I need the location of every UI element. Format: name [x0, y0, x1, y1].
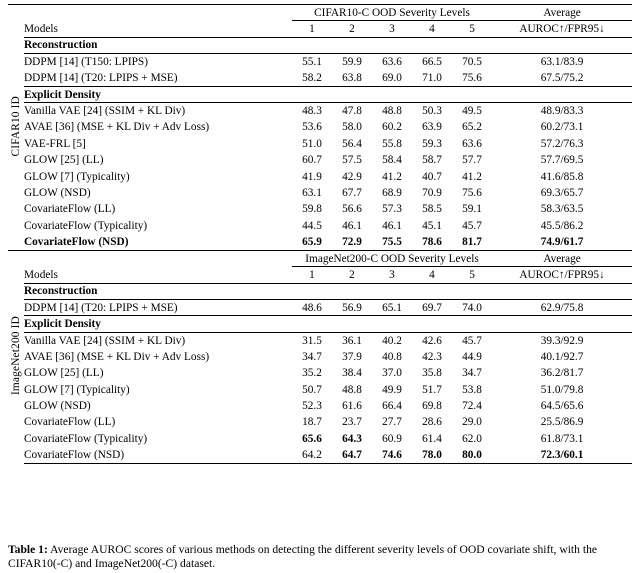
table-row — [8, 70, 632, 86]
severity-level-header-3: 3 — [389, 268, 395, 281]
severity-level-header-2: 2 — [349, 23, 355, 36]
table-row — [8, 136, 632, 152]
average-value: 39.3/92.9 — [492, 332, 632, 348]
table-row — [8, 185, 632, 201]
severity-value: 31.5 — [292, 332, 332, 348]
severity-value: 27.7 — [382, 416, 402, 429]
severity-value: 81.7 — [452, 234, 492, 250]
severity-value: 61.6 — [342, 400, 362, 413]
severity-value: 63.6 — [372, 54, 412, 70]
severity-value: 67.7 — [342, 186, 362, 199]
severity-value: 65.6 — [302, 432, 322, 445]
average-value: 74.9/61.7 — [492, 234, 632, 250]
dataset-id-label-text: CIFAR10 ID — [10, 95, 22, 157]
average-value: 51.0/79.8 — [540, 383, 584, 396]
severity-value: 38.4 — [342, 367, 362, 380]
severity-value: 41.2 — [462, 170, 482, 183]
severity-value: 55.1 — [292, 54, 332, 70]
severity-value: 70.9 — [422, 186, 442, 199]
severity-value: 64.2 — [292, 447, 332, 463]
severity-value: 60.2 — [382, 121, 402, 134]
table-row — [8, 168, 632, 184]
table-row — [8, 398, 632, 414]
severity-value: 59.9 — [332, 54, 372, 70]
severity-value: 57.5 — [342, 154, 362, 167]
severity-value: 40.7 — [422, 170, 442, 183]
severity-value: 74.0 — [452, 300, 492, 316]
table-row — [8, 5, 632, 21]
dataset-id-label-text: ImageNet200 ID — [10, 316, 22, 396]
severity-value: 42.3 — [422, 350, 442, 363]
method-name: DDPM [14] (T20: LPIPS + MSE) — [24, 300, 292, 316]
severity-value: 52.3 — [302, 400, 322, 413]
severity-value: 71.0 — [422, 72, 442, 84]
average-metric-header: AUROC↑/FPR95↓ — [519, 268, 605, 281]
severity-value: 23.7 — [342, 416, 362, 429]
severity-value: 66.4 — [382, 400, 402, 413]
severity-value: 69.7 — [412, 300, 452, 316]
severity-value: 68.9 — [382, 186, 402, 199]
table-row — [8, 21, 632, 37]
severity-value: 44.9 — [462, 350, 482, 363]
spacer-cell — [24, 5, 292, 21]
method-name: GLOW (NSD) — [24, 186, 91, 199]
average-group-header: Average — [492, 250, 632, 266]
table-row — [8, 332, 632, 348]
method-name: AVAE [36] (MSE + KL Div + Adv Loss) — [24, 121, 210, 134]
severity-value: 49.5 — [452, 103, 492, 119]
table-row — [8, 119, 632, 135]
severity-value: 46.1 — [342, 219, 362, 232]
severity-value: 58.2 — [302, 72, 322, 84]
method-name: GLOW [7] (Typicality) — [24, 170, 130, 183]
method-name: Vanilla VAE [24] (SSIM + KL Div) — [24, 332, 292, 348]
method-name: CovariateFlow (LL) — [24, 203, 116, 216]
severity-level-header-1: 1 — [309, 23, 315, 36]
severity-value: 45.7 — [462, 219, 482, 232]
severity-value: 50.7 — [302, 383, 322, 396]
severity-value: 45.1 — [422, 219, 442, 232]
severity-value: 51.7 — [422, 383, 442, 396]
severity-value: 69.0 — [382, 72, 402, 84]
severity-value: 66.5 — [412, 54, 452, 70]
severity-value: 48.6 — [292, 300, 332, 316]
table-row — [8, 447, 632, 463]
severity-value: 59.3 — [422, 137, 442, 150]
severity-level-header-5: 5 — [469, 268, 475, 281]
severity-value: 69.8 — [422, 400, 442, 413]
average-value: 57.7/69.5 — [540, 154, 584, 167]
average-value: 57.2/76.3 — [540, 137, 584, 150]
severity-value: 55.8 — [382, 137, 402, 150]
severity-value: 48.8 — [342, 383, 362, 396]
severity-value: 36.1 — [332, 332, 372, 348]
severity-value: 37.9 — [342, 350, 362, 363]
table-row — [8, 316, 632, 332]
severity-value: 58.0 — [342, 121, 362, 134]
table-row — [8, 250, 632, 266]
severity-value: 59.8 — [302, 203, 322, 216]
severity-value: 75.6 — [462, 72, 482, 84]
average-value: 64.5/65.6 — [540, 400, 584, 413]
table-row — [8, 283, 632, 299]
average-value: 58.3/63.5 — [540, 203, 584, 216]
severity-value: 42.6 — [412, 332, 452, 348]
severity-value: 41.9 — [302, 170, 322, 183]
severity-value: 44.5 — [302, 219, 322, 232]
severity-level-header-2: 2 — [349, 268, 355, 281]
method-name: DDPM [14] (T20: LPIPS + MSE) — [24, 72, 178, 84]
section-header-explicit-density: Explicit Density — [24, 86, 632, 102]
severity-value: 46.1 — [382, 219, 402, 232]
severity-value: 78.0 — [412, 447, 452, 463]
table-row — [8, 381, 632, 397]
severity-value: 64.7 — [332, 447, 372, 463]
method-name: VAE-FRL [5] — [24, 137, 86, 150]
severity-value: 59.1 — [462, 203, 482, 216]
severity-value: 53.8 — [462, 383, 482, 396]
severity-value: 63.1 — [302, 186, 322, 199]
method-name: GLOW [25] (LL) — [24, 154, 104, 167]
table-row — [8, 103, 632, 119]
severity-value: 72.4 — [462, 400, 482, 413]
method-name: CovariateFlow (NSD) — [24, 234, 292, 250]
method-name: CovariateFlow (NSD) — [24, 447, 292, 463]
table-row — [8, 431, 632, 447]
severity-value: 74.6 — [372, 447, 412, 463]
table-row — [8, 234, 632, 250]
severity-value: 48.8 — [372, 103, 412, 119]
severity-value: 72.9 — [332, 234, 372, 250]
models-column-header: Models — [24, 22, 58, 35]
table-row — [8, 201, 632, 217]
severity-value: 58.4 — [382, 154, 402, 167]
method-name: CovariateFlow (Typicality) — [24, 432, 148, 445]
severity-value: 65.9 — [292, 234, 332, 250]
severity-value: 58.7 — [422, 154, 442, 167]
table-row — [8, 300, 632, 316]
table-row — [8, 152, 632, 168]
severity-group-header: CIFAR10-C OOD Severity Levels — [292, 5, 492, 21]
severity-value: 56.6 — [342, 203, 362, 216]
severity-value: 56.9 — [332, 300, 372, 316]
method-name: GLOW [25] (LL) — [24, 367, 104, 380]
severity-value: 40.8 — [382, 350, 402, 363]
severity-value: 56.4 — [342, 137, 362, 150]
section-header-reconstruction: Reconstruction — [24, 283, 632, 299]
severity-value: 65.1 — [372, 300, 412, 316]
severity-value: 63.8 — [342, 72, 362, 84]
dataset-id-label — [8, 5, 24, 251]
average-value: 45.5/86.2 — [540, 219, 584, 232]
average-value: 25.5/86.9 — [540, 416, 584, 429]
table-row — [8, 414, 632, 430]
severity-value: 47.8 — [332, 103, 372, 119]
severity-value: 35.2 — [302, 367, 322, 380]
spacer-cell — [24, 250, 292, 266]
table-caption-label: Table 1: — [8, 542, 48, 556]
table-row — [8, 37, 632, 53]
method-name: CovariateFlow (Typicality) — [24, 219, 148, 232]
severity-level-header-4: 4 — [429, 268, 435, 281]
severity-value: 58.5 — [422, 203, 442, 216]
severity-value: 75.5 — [372, 234, 412, 250]
table-row — [8, 267, 632, 283]
table-row — [8, 54, 632, 70]
severity-value: 34.7 — [302, 350, 322, 363]
severity-value: 41.2 — [382, 170, 402, 183]
severity-value: 28.6 — [422, 416, 442, 429]
severity-value: 60.7 — [302, 154, 322, 167]
results-table — [8, 4, 632, 464]
table-row — [8, 86, 632, 102]
severity-value: 49.9 — [382, 383, 402, 396]
severity-value: 40.2 — [372, 332, 412, 348]
severity-level-header-4: 4 — [429, 23, 435, 36]
average-value: 63.1/83.9 — [492, 54, 632, 70]
severity-value: 48.3 — [292, 103, 332, 119]
average-value: 48.9/83.3 — [492, 103, 632, 119]
average-value: 62.9/75.8 — [492, 300, 632, 316]
section-header-reconstruction: Reconstruction — [24, 37, 632, 53]
severity-level-header-3: 3 — [389, 23, 395, 36]
severity-value: 60.9 — [382, 432, 402, 445]
average-value: 69.3/65.7 — [540, 186, 584, 199]
severity-value: 61.4 — [422, 432, 442, 445]
average-value: 41.6/85.8 — [540, 170, 584, 183]
average-value: 40.1/92.7 — [540, 350, 584, 363]
severity-value: 57.3 — [382, 203, 402, 216]
severity-value: 65.2 — [462, 121, 482, 134]
section-header-explicit-density: Explicit Density — [24, 316, 632, 332]
severity-value: 51.0 — [302, 137, 322, 150]
severity-value: 50.3 — [412, 103, 452, 119]
severity-value: 35.8 — [422, 367, 442, 380]
average-value: 72.3/60.1 — [492, 447, 632, 463]
average-value: 36.2/81.7 — [540, 367, 584, 380]
severity-value: 45.7 — [452, 332, 492, 348]
average-group-header: Average — [492, 5, 632, 21]
method-name: GLOW [7] (Typicality) — [24, 383, 130, 396]
models-column-header: Models — [24, 268, 58, 281]
severity-value: 57.7 — [462, 154, 482, 167]
severity-level-header-5: 5 — [469, 23, 475, 36]
average-value: 61.8/73.1 — [540, 432, 584, 445]
severity-value: 34.7 — [462, 367, 482, 380]
severity-value: 80.0 — [452, 447, 492, 463]
results-table-container — [8, 4, 632, 464]
severity-level-header-1: 1 — [309, 268, 315, 281]
severity-value: 29.0 — [462, 416, 482, 429]
severity-value: 53.6 — [302, 121, 322, 134]
table-row — [8, 218, 632, 234]
severity-value: 62.0 — [462, 432, 482, 445]
method-name: CovariateFlow (LL) — [24, 416, 116, 429]
method-name: AVAE [36] (MSE + KL Div + Adv Loss) — [24, 350, 210, 363]
severity-value: 37.0 — [382, 367, 402, 380]
severity-value: 42.9 — [342, 170, 362, 183]
average-value: 60.2/73.1 — [540, 121, 584, 134]
severity-value: 78.6 — [412, 234, 452, 250]
method-name: Vanilla VAE [24] (SSIM + KL Div) — [24, 103, 292, 119]
method-name: GLOW (NSD) — [24, 400, 91, 413]
severity-value: 64.3 — [342, 432, 362, 445]
severity-group-header: ImageNet200-C OOD Severity Levels — [292, 250, 492, 266]
average-value: 67.5/75.2 — [540, 72, 584, 84]
table-row — [8, 365, 632, 381]
dataset-id-label — [8, 250, 24, 463]
table-caption — [8, 543, 632, 571]
severity-value: 63.9 — [422, 121, 442, 134]
severity-value: 75.6 — [462, 186, 482, 199]
table-row — [8, 349, 632, 365]
table-caption-text: Average AUROC scores of various methods on detecting the different severity levels of OOD covariate shift, with the CIFAR10(-C) and ImageNet200(-C) dataset. — [8, 542, 598, 570]
method-name: DDPM [14] (T150: LPIPS) — [24, 54, 292, 70]
severity-value: 70.5 — [452, 54, 492, 70]
average-metric-header: AUROC↑/FPR95↓ — [519, 23, 605, 36]
severity-value: 18.7 — [302, 416, 322, 429]
severity-value: 63.6 — [462, 137, 482, 150]
